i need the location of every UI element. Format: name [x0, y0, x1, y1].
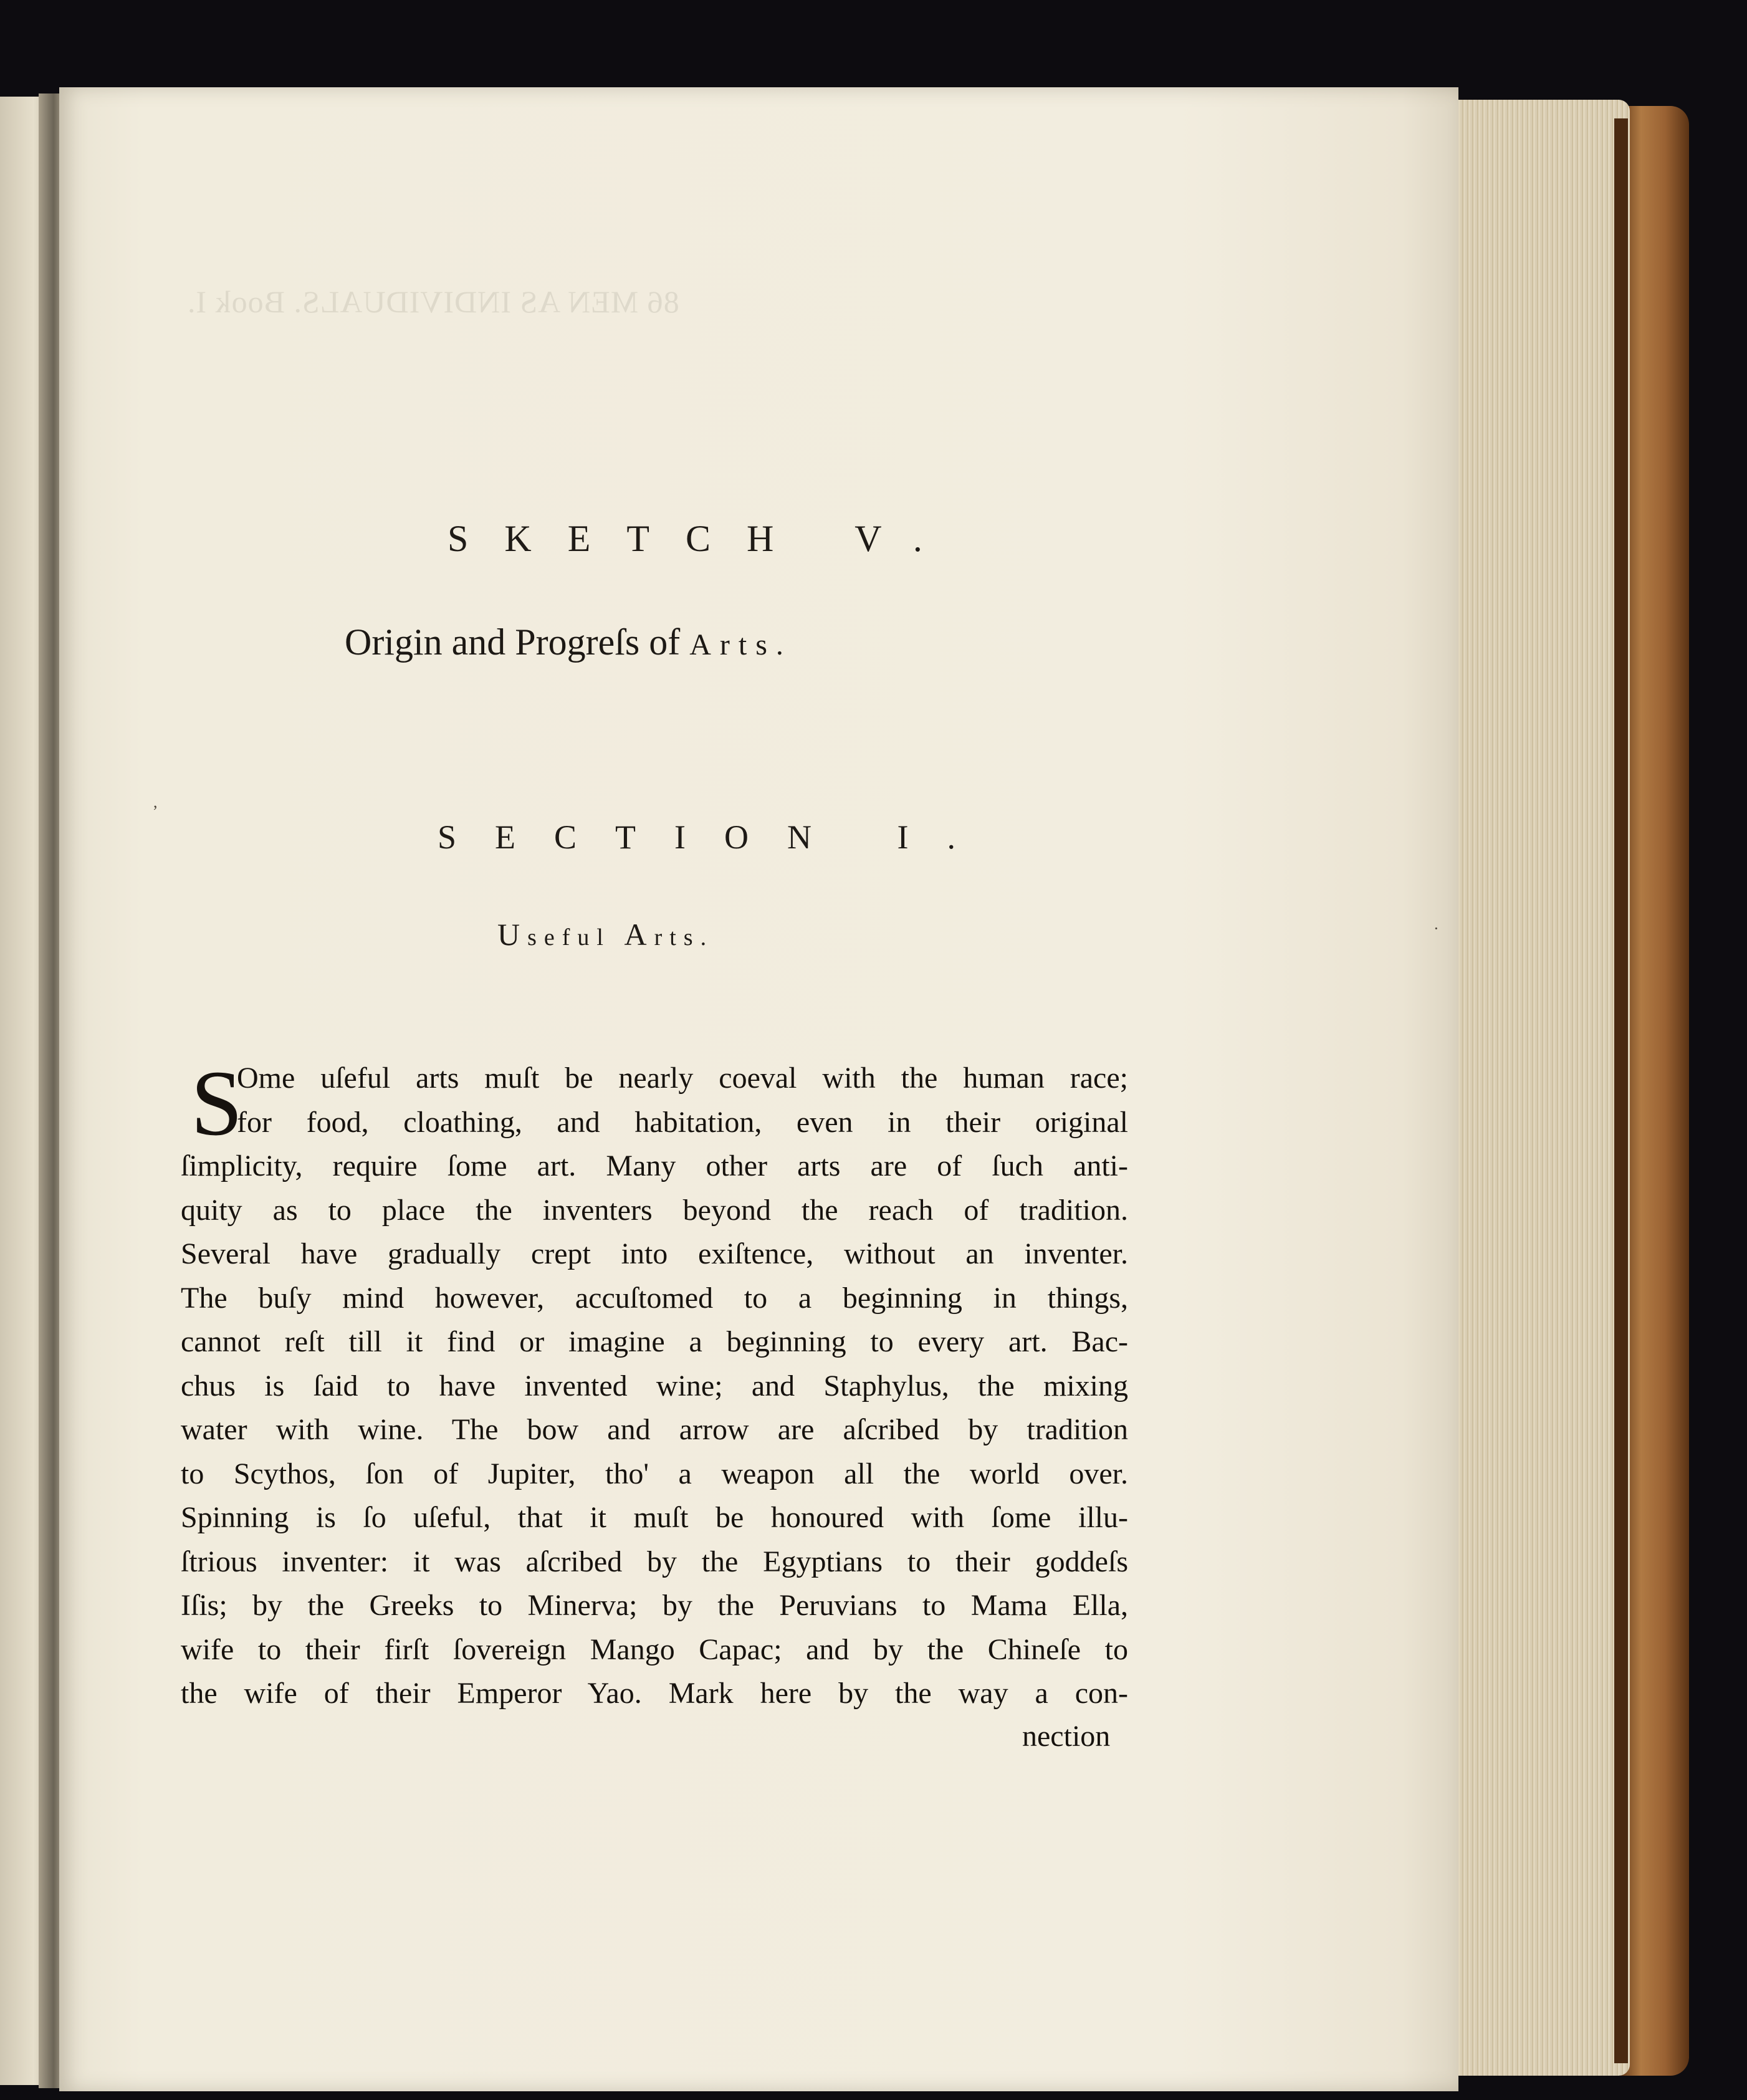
- margin-mark: ,: [153, 793, 158, 811]
- body-line: ſimplicity, require ſome art. Many other arts are of ſuch anti-: [181, 1149, 1128, 1182]
- body-line: The buſy mind however, accuſtomed to a beginning in things,: [181, 1281, 1128, 1315]
- body-line: Several have gradually crept into exiſtence, without an inventer.: [181, 1237, 1128, 1270]
- page-fore-edge: [1455, 100, 1630, 2076]
- body-paragraph: [181, 1052, 1128, 1716]
- section-subtitle-initial-1: U: [497, 917, 528, 952]
- show-through-running-head: 86 MEN AS INDIVIDUALS. Book I.: [187, 284, 679, 319]
- catchword: nection: [1022, 1720, 1111, 1753]
- body-line: Ome uſeful arts muſt be nearly coeval with the human race;: [237, 1062, 1128, 1095]
- sketch-subtitle: [345, 621, 792, 664]
- body-line: chus is ſaid to have invented wine; and Staphylus, the mixing: [181, 1369, 1128, 1402]
- section-subtitle-initial-2: A: [624, 917, 654, 952]
- margin-dot: ·: [1433, 919, 1439, 937]
- sketch-subtitle-caps: Arts.: [689, 628, 792, 661]
- sketch-subtitle-main: Origin and Progreſs of: [345, 621, 690, 663]
- body-line: the wife of their Emperor Yao. Mark here by the way a con-: [181, 1677, 1128, 1710]
- body-line: water with wine. The bow and arrow are aſcribed by tradition: [181, 1413, 1128, 1446]
- body-line: Spinning is ſo uſeful, that it muſt be honoured with ſome illu-: [181, 1501, 1128, 1534]
- drop-cap: S: [191, 1052, 243, 1155]
- body-line: cannot reſt till it find or imagine a beginning to every art. Bac-: [181, 1325, 1128, 1358]
- body-line: ſtrious inventer: it was aſcribed by the Egyptians to their goddeſs: [181, 1545, 1128, 1578]
- section-subtitle: [497, 916, 714, 952]
- sketch-heading: SKETCH V.: [448, 518, 959, 559]
- body-line: to Scythos, ſon of Jupiter, tho' a weapon all the world over.: [181, 1457, 1128, 1490]
- body-line: Iſis; by the Greeks to Minerva; by the Peruvians to Mama Ella,: [181, 1589, 1128, 1622]
- book-cover: [1620, 106, 1689, 2076]
- body-line: wife to their firſt ſovereign Mango Capac; and by the Chineſe to: [181, 1633, 1128, 1666]
- body-line: for food, cloathing, and habitation, even in their original: [237, 1105, 1128, 1139]
- section-subtitle-rest-2: rts.: [654, 924, 714, 951]
- section-heading: SECTION I.: [438, 818, 994, 856]
- cover-board-edge: [1614, 118, 1628, 2063]
- section-subtitle-rest-1: seful: [527, 924, 625, 951]
- body-line: quity as to place the inventers beyond the reach of tradition.: [181, 1193, 1128, 1227]
